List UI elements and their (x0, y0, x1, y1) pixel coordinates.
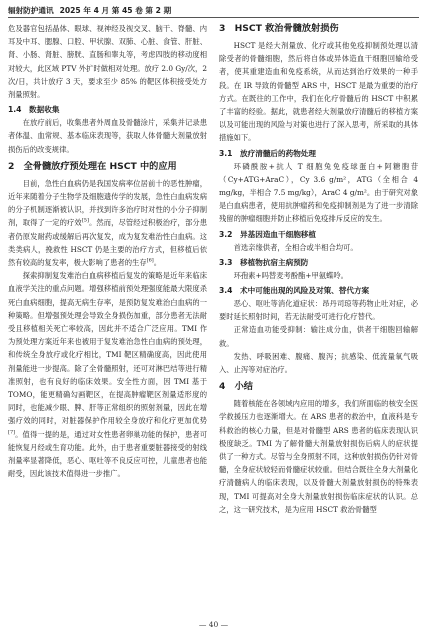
section-3-3-paragraph: 环孢素+吗替麦考酚酯+甲氨蝶呤。 (233, 270, 348, 280)
section-2-paragraph-2 (8, 269, 207, 480)
section-2-heading: 2 全骨髓放疗预处理在 HSCT 中的应用 (8, 160, 177, 172)
left-column (8, 22, 207, 481)
section-3-paragraph: HSCT 是经大剂量放、化疗或其他免疫抑制预处理以清除受者的骨髓细胞，然后将自体或异体造血干细胞回输给受者，使其重建造血和免疫系统，从而达到治疗效果的一种手段。在 IR 导致的骨髓型 ARS 中，HSCT 是最为重要的治疗方式。在既往的工作中，我们在化疗骨髓后的 HSCT 中积累了丰富的经验。据此，就患者经大剂量放疗清髓后的移植方案以及可能出现的风险与对策也进行了深入思考，所采取的具体措施如下。 (219, 41, 418, 143)
citation-6: [6] (146, 257, 154, 264)
section-1-4-paragraph: 在放疗前后，收集患者外周血及骨髓涂片，采集并记录患者体温、血常规、基本临床表现等，获取人体骨髓大剂量放射损伤后的改变规律。 (8, 118, 207, 154)
section-3-1-heading: 3.1 放疗清髓后的药物处理 (219, 148, 316, 158)
citation-7: [7] (8, 429, 16, 436)
intro-paragraph: 危及器官包括晶体、眼球、视神经及视交叉、脑干、脊髓、内耳及中耳、腮腺、口腔、甲状腺、双肺、心脏、食管、肝脏、肾、小肠、肾脏、膀胱、直肠和睾丸等，考虑四肢的移动度相对较大，此区域 PTV 外扩时做相对处理。放疗 2.0 Gy/次，2次/日，共计放疗 3 天，要求至少 85% 的靶区体积接受处方剂量照射。 (8, 24, 207, 100)
section-3-4-paragraph-1: 恶心、呕吐等消化道症状：昂丹司琼等药物止吐对症，必要时延长照射时间，若无法耐受可进行化疗替代。 (219, 299, 418, 322)
s2p2-text-a: 探索抑制复发难治白血病移植后复发的策略是近年来临床血液学关注的重点问题。增强移植前预处理强度能最大限度杀死白血病细胞，提高无病生存率，是预防复发难治白血病的一种策略。但增强预处理会导致全身损伤加重，部分患者无法耐受且移植相关死亡率较高，因此并不适合广泛应用。TMI 作为预处理方案近年来也被用于复发难治急性白血病的预处理，和传统全身放疗或化疗相比，TMI 靶区精确度高，因此使用剂量能进一步提高。除了全骨髓照射，还可对淋巴结等进行精准照射，也有良好的临床效果。安全性方面，因 TMI 基于 TOMO，能更精确勾画靶区，在提高肿瘤靶区剂量适形度的同时，也能减少眼、脾、肝等正常组织的照射剂量，因此在增强疗效的同时，对脏器保护作用较全身放疗和化疗更加优势 (8, 271, 207, 426)
running-header (8, 4, 419, 18)
s2p1-text-c: 。 (153, 258, 162, 268)
section-2-paragraph-1 (8, 177, 207, 269)
section-1-4-heading: 1.4 数据收集 (8, 105, 60, 115)
right-column (219, 22, 418, 516)
s2p2-text-b: 。值得一提的是，通过对女性患者卵巢功能的保护，患者可能恢复月经或生育功能。此外，由于患者重要脏器接受的射线剂量率显著降低，恶心、呕吐等不良反应可控，儿童患者也能耐受，因此该技术值得进一步推广。 (8, 429, 207, 479)
section-4-paragraph: 随着核能在各领域内应用的增多，我们所面临的核安全医学救援压力也逐渐增大。在 ARS 患者的救治中，血液科是专科救治的核心力量，但是对骨髓型 ARS 患者的临床表现认识极度缺乏。TMI 为了解骨髓大剂量放射损伤后病人的症状提供了一种方式。尽管与全身照射不同，这种放射损伤仍针对骨髓，全身症状较轻而骨髓症状较重。但结合既往全身大剂量化疗清髓病人的临床表现，以及骨髓大剂量放射损伤的特殊表现，TMI 可提高对全身大剂量放射损伤临床症状的认识。总之，这一研究技术，是为应用 HSCT 救治骨髓型 (219, 399, 418, 514)
citation-5: [5] (81, 218, 89, 225)
section-3-2-heading: 3.2 异基因造血干细胞移植 (219, 229, 316, 239)
section-3-heading: 3 HSCT 救治骨髓放射损伤 (219, 23, 339, 34)
issue-info: 2025 年 4 月 第 45 卷 第 2 期 (59, 6, 172, 15)
section-3-4-heading: 3.4 术中可能出现的风险及对策、替代方案 (219, 286, 370, 296)
section-3-4-paragraph-2: 正常造血功能受抑制：输注成分血，供者干细胞回输解救。 (219, 325, 418, 348)
page-number: — 40 — (198, 620, 229, 629)
section-3-1-paragraph: 环磷酰胺+抗人 T 细胞兔免疫球蛋白+阿糖胞苷（Cy+ATG+AraC），Cy 3.6 g/m²，ATG（全相合 4 mg/kg，半相合 7.5 mg/kg），AraC 4 g/m²。由于研究对象是白血病患者，使用抗肿瘤药和免疫抑制剂是为了进一步清除残留的肿瘤细胞并防止移植后免疫排斥反应的发生。 (219, 161, 418, 224)
section-3-4-paragraph-3: 发热、呼吸困难、腹痛、腹泻；抗感染、低流量氧气吸入、止泻等对症治疗。 (219, 351, 418, 375)
section-3-2-paragraph: 首选亲缘供者，全相合或半相合均可。 (233, 242, 358, 252)
section-3-3-heading: 3.3 移植物抗宿主病预防 (219, 257, 309, 267)
s2p1-text-b: 。然而，尽管经过积极治疗，部分患者仍原发耐药或缓解后再次复发，成为复发难治性白血病。这类类病人，挽救性 HSCT 仍是主要的治疗方式，但移植后依然有较高的复发率，极大影响了患者的生存 (8, 218, 208, 268)
s2p1-text-a: 目前，急性白血病仍是我国发病率位居前十的恶性肿瘤，近年来随着分子生物学及细胞遗传学的发展，急性白血病发病的分子机制逐渐被认识，并找到许多治疗时对性的小分子抑制剂，取得了一定的疗效 (8, 178, 207, 228)
section-4-heading: 4 小结 (219, 381, 253, 393)
journal-name: 辐射防护通讯 (8, 6, 54, 15)
